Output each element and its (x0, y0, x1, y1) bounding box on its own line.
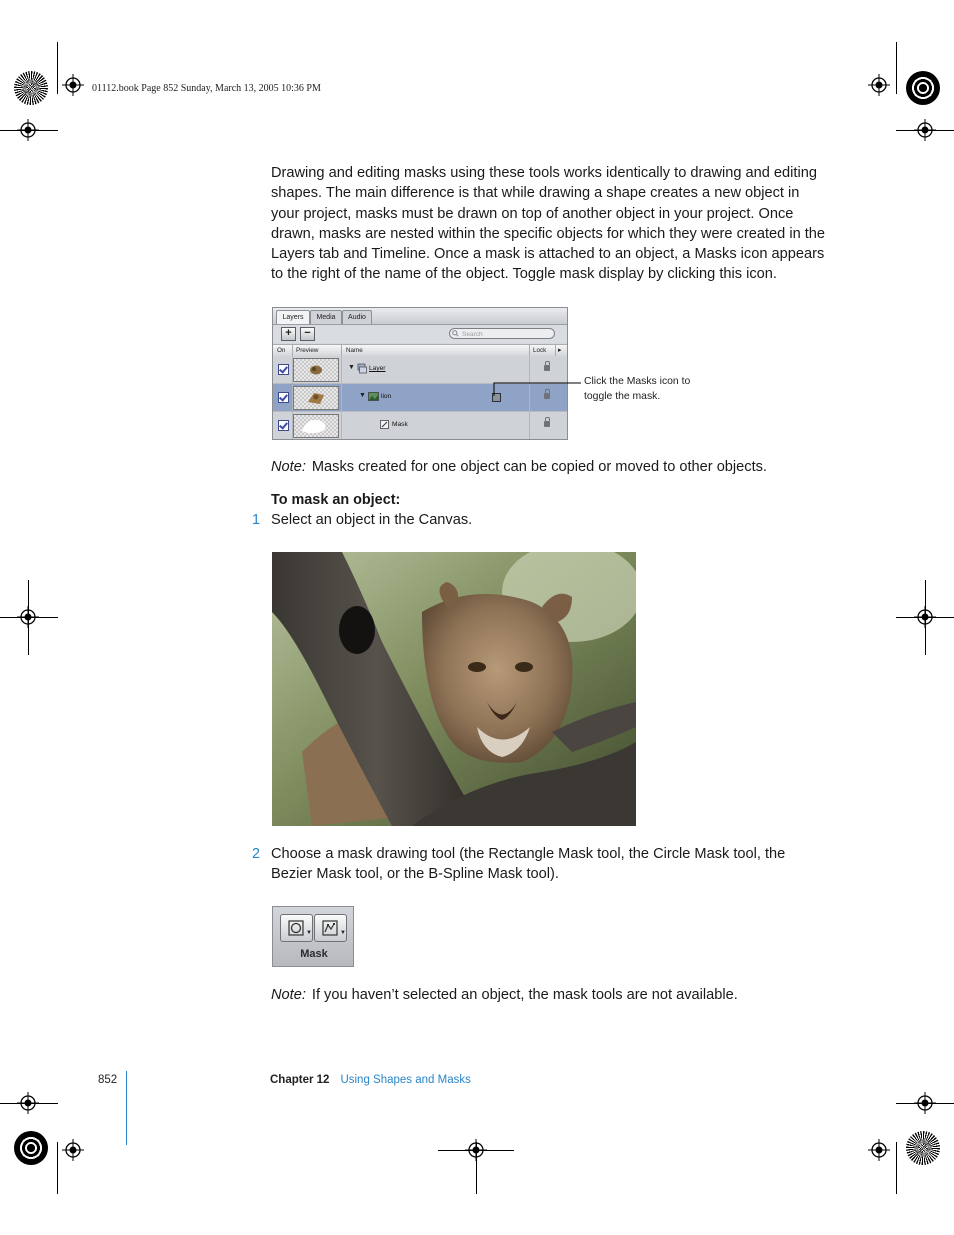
chapter-footer (270, 1074, 471, 1086)
image-icon (368, 392, 379, 401)
intro-paragraph: Drawing and editing masks using these tools works identically to drawing and editing shapes. The main difference is that while drawing a shape creates a new object in your project, masks must be drawn on top of another object in your project. Once drawn, masks are nested within the specific objects for which they were created in the Layers tab and Timeline. Once a mask is attached to an object, a Masks icon appears to the right of the name of the object. Toggle mask display by clicking this icon. (271, 165, 826, 283)
registration-mark-icon (62, 1139, 84, 1161)
note-text: If you haven’t selected an object, the mask tools are not available. (311, 987, 738, 1003)
lock-icon[interactable] (544, 421, 550, 427)
lock-icon[interactable] (544, 365, 550, 371)
column-preview[interactable]: Preview (296, 347, 319, 354)
mask-row[interactable] (273, 412, 567, 439)
bezier-mask-icon (322, 920, 338, 936)
column-name[interactable]: Name (346, 347, 363, 354)
mask-shape-icon (380, 420, 389, 429)
registration-mark-icon (17, 1092, 39, 1114)
layers-panel-screenshot (272, 307, 568, 440)
note-text: Masks created for one object can be copied or moved to other objects. (311, 459, 767, 475)
visibility-checkbox[interactable] (278, 364, 289, 375)
print-slug: 01112.book Page 852 Sunday, March 13, 2005 10:36 PM (92, 83, 321, 94)
visibility-checkbox[interactable] (278, 420, 289, 431)
star-target-icon (906, 1131, 940, 1165)
page-number: 852 (98, 1074, 118, 1086)
registration-mark-icon (465, 1139, 487, 1161)
circle-mask-icon (288, 920, 304, 936)
registration-mark-icon (62, 74, 84, 96)
star-target-icon (906, 71, 940, 105)
tab-media[interactable]: Media (310, 310, 342, 324)
registration-mark-icon (868, 74, 890, 96)
step-text: Select an object in the Canvas. (271, 512, 473, 528)
procedure-heading: To mask an object: (271, 492, 401, 508)
disclosure-triangle-icon[interactable]: ▼ (359, 392, 366, 399)
footer-rule (126, 1071, 127, 1145)
registration-mark-icon (914, 1092, 936, 1114)
layer-name[interactable]: Layer (369, 365, 386, 372)
registration-mark-icon (17, 119, 39, 141)
panel-toolbar (273, 325, 567, 343)
note-label: Note: (271, 987, 306, 1003)
layer-preview-thumbnail (293, 386, 339, 410)
note-paragraph (271, 985, 738, 1005)
registration-mark-icon (914, 119, 936, 141)
lioness-image (272, 552, 636, 826)
layer-preview-thumbnail (293, 358, 339, 382)
step-number: 1 (252, 512, 261, 528)
layer-stack-icon (357, 363, 367, 374)
mask-name[interactable]: Mask (392, 421, 408, 428)
tab-audio[interactable]: Audio (342, 310, 372, 324)
registration-mark-icon (17, 606, 39, 628)
remove-layer-button[interactable]: − (300, 327, 315, 341)
column-lock[interactable]: Lock (533, 347, 547, 354)
figure-callout: Click the Masks icon to toggle the mask. (584, 376, 691, 402)
visibility-checkbox[interactable] (278, 392, 289, 403)
step-number: 2 (252, 846, 261, 862)
registration-mark-icon (868, 1139, 890, 1161)
star-target-icon (14, 71, 48, 105)
mask-tool-screenshot (272, 906, 354, 967)
dropdown-arrow-icon[interactable]: ▼ (306, 930, 312, 936)
mask-tool-label: Mask (300, 948, 328, 960)
registration-mark-icon (914, 606, 936, 628)
add-layer-button[interactable]: + (281, 327, 296, 341)
column-on[interactable]: On (277, 347, 286, 354)
note-label: Note: (271, 459, 306, 475)
canvas-photo-lioness (272, 552, 636, 826)
chapter-label: Chapter 12 (270, 1074, 330, 1086)
star-target-icon (14, 1131, 48, 1165)
mask-preview-thumbnail (293, 414, 339, 438)
dropdown-arrow-icon[interactable]: ▼ (340, 930, 346, 936)
panel-tabs (273, 308, 567, 325)
chevron-right-icon[interactable]: ▸ (558, 347, 562, 354)
layer-name[interactable]: lion (381, 393, 392, 400)
search-icon (452, 330, 459, 337)
note-paragraph (271, 457, 831, 477)
search-input[interactable]: Search (449, 328, 555, 339)
bezier-mask-tool-button[interactable] (314, 914, 347, 942)
step-text: Choose a mask drawing tool (the Rectangle Mask tool, the Circle Mask tool, the Bezier Mask tool, or the B-Spline Mask tool). (271, 846, 786, 883)
tab-layers[interactable]: Layers (276, 310, 310, 324)
circle-mask-tool-button[interactable] (280, 914, 313, 942)
chapter-title-link[interactable]: Using Shapes and Masks (340, 1074, 471, 1086)
disclosure-triangle-icon[interactable]: ▼ (348, 364, 355, 371)
callout-leader-line (490, 376, 584, 398)
